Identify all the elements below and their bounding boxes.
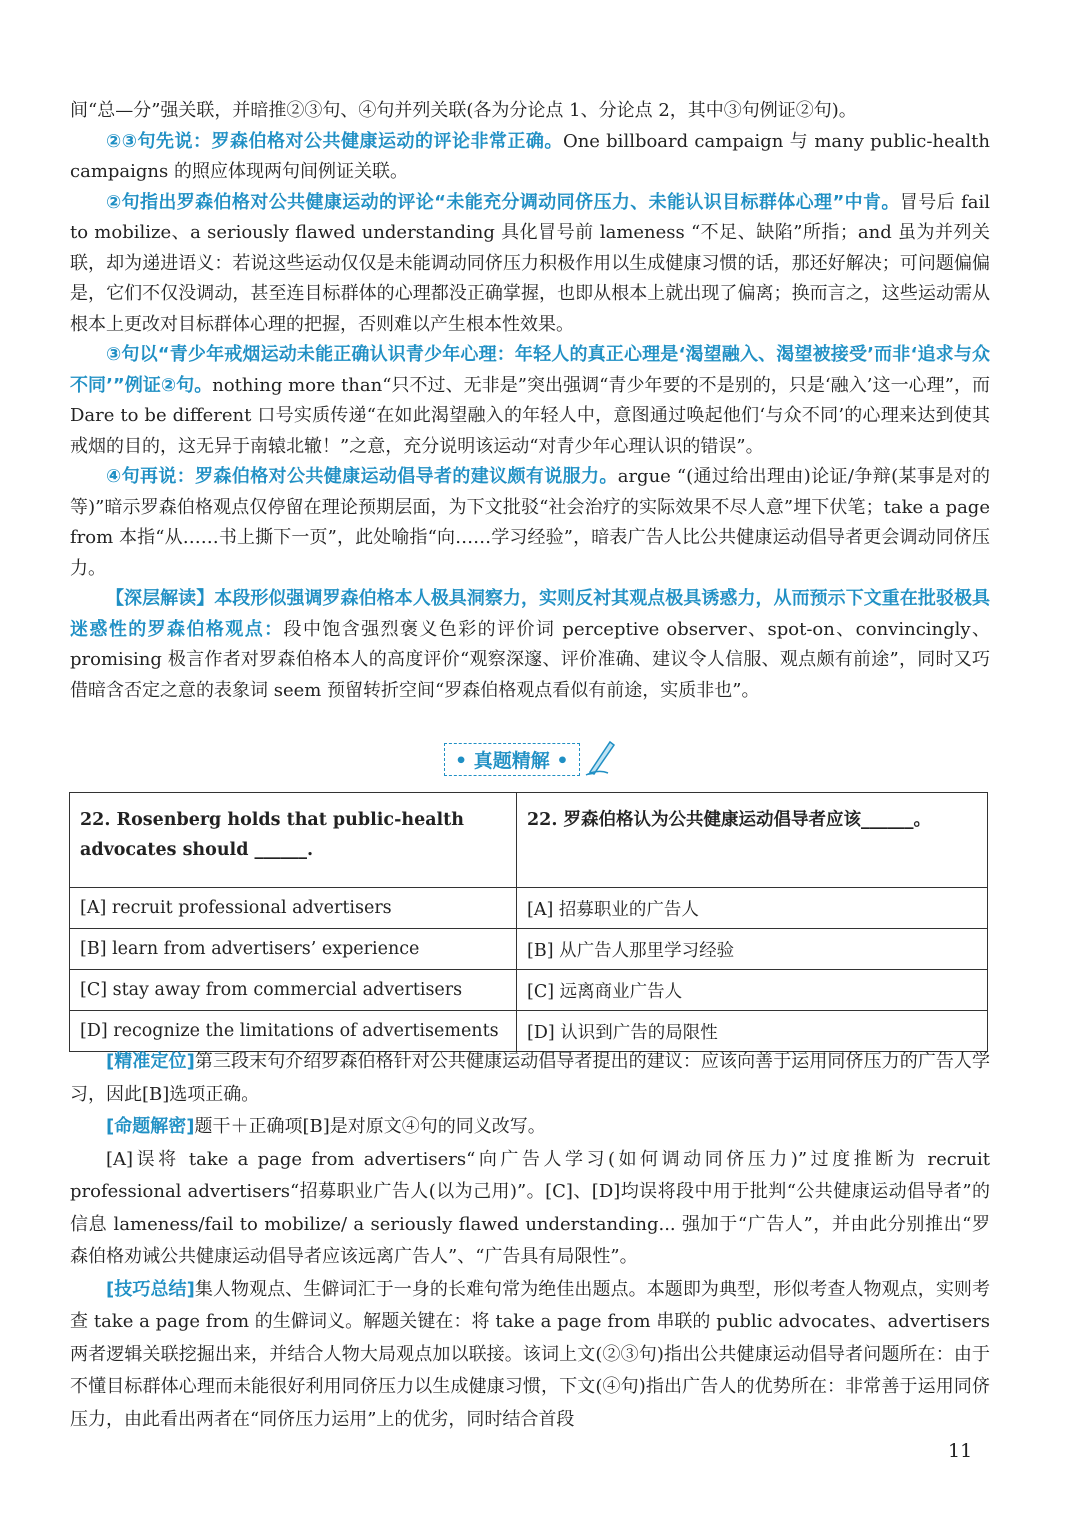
paragraph-text: [A]误将 take a page from advertisers“向广告人学习(如何调动同侪压力)”过度推断为 recruit professional advertisers“招募职业广告人(以为己用)”。[C]、[D]均误将段中用于批判“公共健康运动倡导者”的信息 lameness/fail to mobilize/ a seriously flawed understanding... 强加于“广告人”，并由此分别推出“罗森伯格劝诫公共健康运动倡导者应该远离广告人”、“广告具有局限性”。	[70, 1148, 990, 1267]
paragraph	[70, 1144, 990, 1274]
paragraph-text: 集人物观点、生僻词汇于一身的长难句常为绝佳出题点。本题即为典型，形似考查人物观点，实则考查 take a page from 的生僻词义。解题关键在：将 take a page from 串联的 public advocates、advertisers 两者逻辑关联挖掘出来，并结合人物大局观点加以联接。该词上文(②③句)指出公共健康运动倡导者问题所在：由于不懂目标群体心理而未能很好利用同侪压力以生成健康习惯，下文(④句)指出广告人的优势所在：非常善于运用同侪压力，由此看出两者在“同侪压力运用”上的优劣，同时结合首段	[70, 1278, 991, 1430]
question-table	[69, 792, 988, 1052]
paragraph-text: argue “(通过给出理由)论证/争辩(某事是对的等)”暗示罗森伯格观点仅停留在理论预期层面，为下文批驳“社会治疗的实际效果不尽人意”埋下伏笔；take a page from 本指“从……书上撕下一页”，此处喻指“向……学习经验”，暗表广告人比公共健康运动倡导者更会调动同侪压力。	[70, 466, 990, 579]
option-row	[70, 888, 988, 929]
question-row	[70, 793, 988, 888]
paragraph	[70, 584, 990, 706]
tag-label: [精准定位]	[106, 1051, 195, 1072]
question-en: 22. Rosenberg holds that public-health advocates should ______.	[70, 793, 517, 888]
highlight-text: ③句以“青少年戒烟运动未能正确认识青少年心理：年轻人的真正心理是‘渴望融入、渴望被接受’而非‘追求与众不同’”例证②句。	[70, 344, 990, 396]
paragraph-text: 第三段末句介绍罗森伯格针对公共健康运动倡导者提出的建议：应该向善于运用同侪压力的广告人学习，因此[B]选项正确。	[70, 1051, 991, 1105]
tag-label: [技巧总结]	[106, 1278, 195, 1300]
paragraph-text: 题干＋正确项[B]是对原文④句的同义改写。	[194, 1116, 546, 1137]
page-number: 11	[948, 1440, 973, 1462]
option-row	[70, 929, 988, 970]
highlight-text: 【深层解读】本段形似强调罗森伯格本人极具洞察力，实则反衬其观点极具诱惑力，从而预示下文重在批驳极具迷惑性的罗森伯格观点：	[70, 588, 990, 640]
paragraph	[70, 462, 990, 584]
paragraph	[70, 96, 990, 127]
section-title-text: • 真题精解 •	[444, 743, 580, 776]
option-zh: [D] 认识到广告的局限性	[517, 1011, 988, 1052]
section-title	[444, 744, 618, 774]
paragraph	[70, 188, 990, 341]
highlight-text: ④句再说：罗森伯格对公共健康运动倡导者的建议颇有说服力。	[106, 466, 618, 487]
pen-icon	[584, 738, 618, 780]
paragraph	[70, 1274, 990, 1437]
option-zh: [A] 招募职业的广告人	[517, 888, 988, 929]
passage-analysis	[70, 96, 990, 706]
option-en: [D] recognize the limitations of advertisements	[70, 1011, 517, 1052]
option-en: [B] learn from advertisers’ experience	[70, 929, 517, 970]
highlight-text: ②③句先说：罗森伯格对公共健康运动的评论非常正确。	[106, 130, 563, 152]
tag-label: [命题解密]	[106, 1116, 195, 1137]
option-en: [A] recruit professional advertisers	[70, 888, 517, 929]
option-en: [C] stay away from commercial advertisers	[70, 970, 517, 1011]
paragraph-text: One billboard campaign 与 many public-health campaigns 的照应体现两句间例证关联。	[70, 130, 990, 182]
paragraph	[70, 127, 990, 188]
paragraph	[70, 340, 990, 462]
question-zh: 22. 罗森伯格认为公共健康运动倡导者应该______。	[517, 793, 988, 888]
paragraph-text: 间“总—分”强关联，并暗推②③句、④句并列关联(各为分论点 1、分论点 2，其中③句例证②句)。	[70, 100, 857, 121]
paragraph-text: 冒号后 fail to mobilize、a seriously flawed understanding 具化冒号前 lameness “不足、缺陷”所指；and 虽为并列关联，却为递进语义：若说这些运动仅仅是未能调动同侪压力积极作用以生成健康习惯的话，那还好解决；可问题偏偏是，它们不仅没调动，甚至连目标群体的心理都没正确掌握，也即从根本上就出现了偏离；换而言之，这些运动需从根本上更改对目标群体心理的把握，否则难以产生根本性效果。	[70, 191, 990, 335]
paragraph-text: nothing more than“只不过、无非是”突出强调“青少年要的不是别的，只是‘融入’这一心理”，而 Dare to be different 口号实质传递“在如此渴望融入的年轻人中，意图通过唤起他们‘与众不同’的心理来达到使其戒烟的目的，这无异于南辕北辙！”之意，充分说明该运动“对青少年心理认识的错误”。	[70, 374, 990, 457]
option-row	[70, 970, 988, 1011]
paragraph	[70, 1111, 990, 1144]
option-zh: [C] 远离商业广告人	[517, 970, 988, 1011]
option-zh: [B] 从广告人那里学习经验	[517, 929, 988, 970]
paragraph	[70, 1046, 990, 1111]
highlight-text: ②句指出罗森伯格对公共健康运动的评论“未能充分调动同侪压力、未能认识目标群体心理”中肯。	[106, 191, 900, 213]
paragraph-text: 段中饱含强烈褒义色彩的评价词 perceptive observer、spot-on、convincingly、promising 极言作者对罗森伯格本人的高度评价“观察深邃、评价准确、建议令人信服、观点颇有前途”，同时又巧借暗含否定之意的表象词 seem 预留转折空间“罗森伯格观点看似有前途，实质非也”。	[70, 618, 990, 701]
answer-analysis	[70, 1046, 990, 1436]
